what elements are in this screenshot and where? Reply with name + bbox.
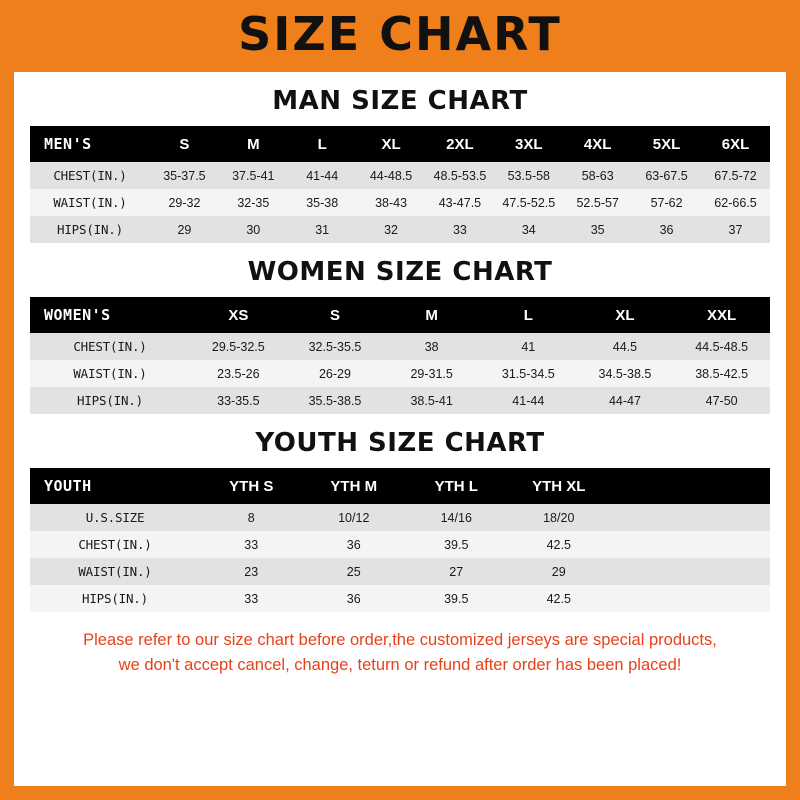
table-cell: 35-38 (306, 195, 339, 210)
table-cell: 29-31.5 (410, 366, 453, 381)
table-cell: 23.5-26 (217, 366, 260, 381)
bottom-accent-bar (0, 786, 800, 800)
table-cell: 33-35.5 (217, 393, 260, 408)
table-header-row (30, 468, 770, 504)
column-header: YTH S (229, 477, 274, 495)
table-cell-empty (610, 531, 770, 558)
table-cell-empty (610, 585, 770, 612)
column-header: YTH XL (532, 477, 586, 495)
table-row (30, 216, 770, 243)
header-banner (0, 0, 800, 72)
row-label: CHEST(IN.) (73, 339, 147, 354)
table-cell: 47-50 (705, 393, 738, 408)
table-cell: 41-44 (512, 393, 545, 408)
column-header: S (179, 135, 190, 153)
table-cell: 14/16 (440, 510, 472, 525)
footer-note-line-1: Please refer to our size chart before order,the customized jerseys are special products, (83, 631, 717, 649)
table-row (30, 360, 770, 387)
table-cell: 44-47 (608, 393, 641, 408)
table-row (30, 189, 770, 216)
table-cell: 42.5 (546, 591, 571, 606)
column-header: XL (381, 135, 401, 153)
table-cell: 52.5-57 (576, 195, 619, 210)
table-header-row (30, 126, 770, 162)
youth-size-table (30, 468, 770, 612)
women-size-table (30, 297, 770, 414)
table-cell: 41 (521, 339, 536, 354)
table-cell: 27 (449, 564, 464, 579)
column-header: M (425, 306, 438, 324)
table-cell: 29 (551, 564, 566, 579)
table-cell: 48.5-53.5 (433, 168, 487, 183)
table-cell: 26-29 (318, 366, 351, 381)
section-title-women: WOMEN SIZE CHART (247, 257, 553, 287)
column-header: S (329, 306, 340, 324)
row-label: HIPS(IN.) (82, 591, 148, 606)
column-header: YTH M (330, 477, 378, 495)
row-label: WAIST(IN.) (73, 366, 147, 381)
column-header: WOMEN'S (44, 306, 111, 324)
table-cell: 42.5 (546, 537, 571, 552)
row-label: CHEST(IN.) (53, 168, 127, 183)
table-cell: 29 (177, 222, 192, 237)
column-header: L (317, 135, 327, 153)
section-title-youth: YOUTH SIZE CHART (255, 428, 545, 458)
table-cell: 53.5-58 (507, 168, 551, 183)
table-cell: 43-47.5 (438, 195, 482, 210)
table-row (30, 504, 770, 531)
table-cell: 38.5-42.5 (695, 366, 749, 381)
column-header: XXL (707, 306, 737, 324)
column-header: MEN'S (44, 135, 92, 153)
table-cell: 36 (346, 537, 361, 552)
table-cell: 39.5 (444, 537, 469, 552)
table-cell: 44-48.5 (369, 168, 413, 183)
table-cell: 44.5 (612, 339, 638, 354)
table-cell: 47.5-52.5 (502, 195, 556, 210)
row-label: HIPS(IN.) (57, 222, 123, 237)
man-size-table (30, 126, 770, 243)
row-label: HIPS(IN.) (77, 393, 143, 408)
table-cell: 32.5-35.5 (308, 339, 362, 354)
section-title-man: MAN SIZE CHART (272, 86, 528, 116)
table-cell: 36 (346, 591, 361, 606)
table-cell: 39.5 (444, 591, 469, 606)
column-header: 4XL (583, 135, 612, 153)
table-cell: 62-66.5 (714, 195, 757, 210)
page-title: SIZE CHART (238, 7, 562, 61)
table-cell: 58-63 (581, 168, 614, 183)
table-row (30, 162, 770, 189)
section-youth (14, 428, 786, 612)
column-header: XL (615, 306, 635, 324)
table-cell: 57-62 (650, 195, 683, 210)
table-row (30, 585, 770, 612)
table-cell: 37.5-41 (232, 168, 275, 183)
table-cell: 29-32 (168, 195, 201, 210)
table-cell: 34 (521, 222, 536, 237)
table-header-row (30, 297, 770, 333)
table-cell: 35 (590, 222, 605, 237)
column-header: 2XL (446, 135, 474, 153)
column-header: YOUTH (44, 477, 92, 495)
table-cell: 35.5-38.5 (308, 393, 362, 408)
table-cell: 32 (384, 222, 399, 237)
column-header: M (247, 135, 260, 153)
table-cell: 32-35 (237, 195, 270, 210)
row-label: WAIST(IN.) (78, 564, 152, 579)
table-cell: 37 (728, 222, 743, 237)
table-cell: 29.5-32.5 (211, 339, 265, 354)
table-cell: 30 (246, 222, 261, 237)
table-cell: 25 (346, 564, 361, 579)
column-header-empty (610, 468, 770, 504)
table-row (30, 333, 770, 360)
footer-note-line-2: we don't accept cancel, change, teturn or refund after order has been placed! (118, 655, 682, 674)
row-label: U.S.SIZE (85, 510, 145, 525)
table-cell: 67.5-72 (714, 168, 757, 183)
column-header: 5XL (652, 135, 681, 153)
section-man (14, 86, 786, 243)
table-cell: 8 (247, 510, 255, 525)
table-row (30, 387, 770, 414)
row-label: CHEST(IN.) (78, 537, 152, 552)
table-cell: 31.5-34.5 (501, 366, 555, 381)
column-header: 3XL (515, 135, 543, 153)
footer-note (14, 628, 786, 678)
table-cell: 36 (659, 222, 674, 237)
table-cell: 33 (244, 537, 259, 552)
table-cell: 35-37.5 (163, 168, 206, 183)
table-cell: 18/20 (543, 510, 575, 525)
table-cell-empty (610, 504, 770, 531)
column-header: YTH L (434, 477, 478, 495)
table-cell: 34.5-38.5 (598, 366, 652, 381)
table-cell: 33 (244, 591, 259, 606)
column-header: XS (228, 306, 249, 324)
row-label: WAIST(IN.) (53, 195, 127, 210)
table-cell: 44.5-48.5 (695, 339, 749, 354)
table-cell: 33 (452, 222, 467, 237)
column-header: L (523, 306, 533, 324)
table-row (30, 558, 770, 585)
table-cell-empty (610, 558, 770, 585)
table-cell: 23 (244, 564, 259, 579)
section-women (14, 257, 786, 414)
table-cell: 10/12 (338, 510, 370, 525)
table-row (30, 531, 770, 558)
table-cell: 38 (424, 339, 439, 354)
table-cell: 38.5-41 (410, 393, 453, 408)
table-cell: 41-44 (306, 168, 339, 183)
table-cell: 31 (315, 222, 330, 237)
column-header: 6XL (721, 135, 750, 153)
table-cell: 63-67.5 (645, 168, 688, 183)
table-cell: 38-43 (375, 195, 408, 210)
